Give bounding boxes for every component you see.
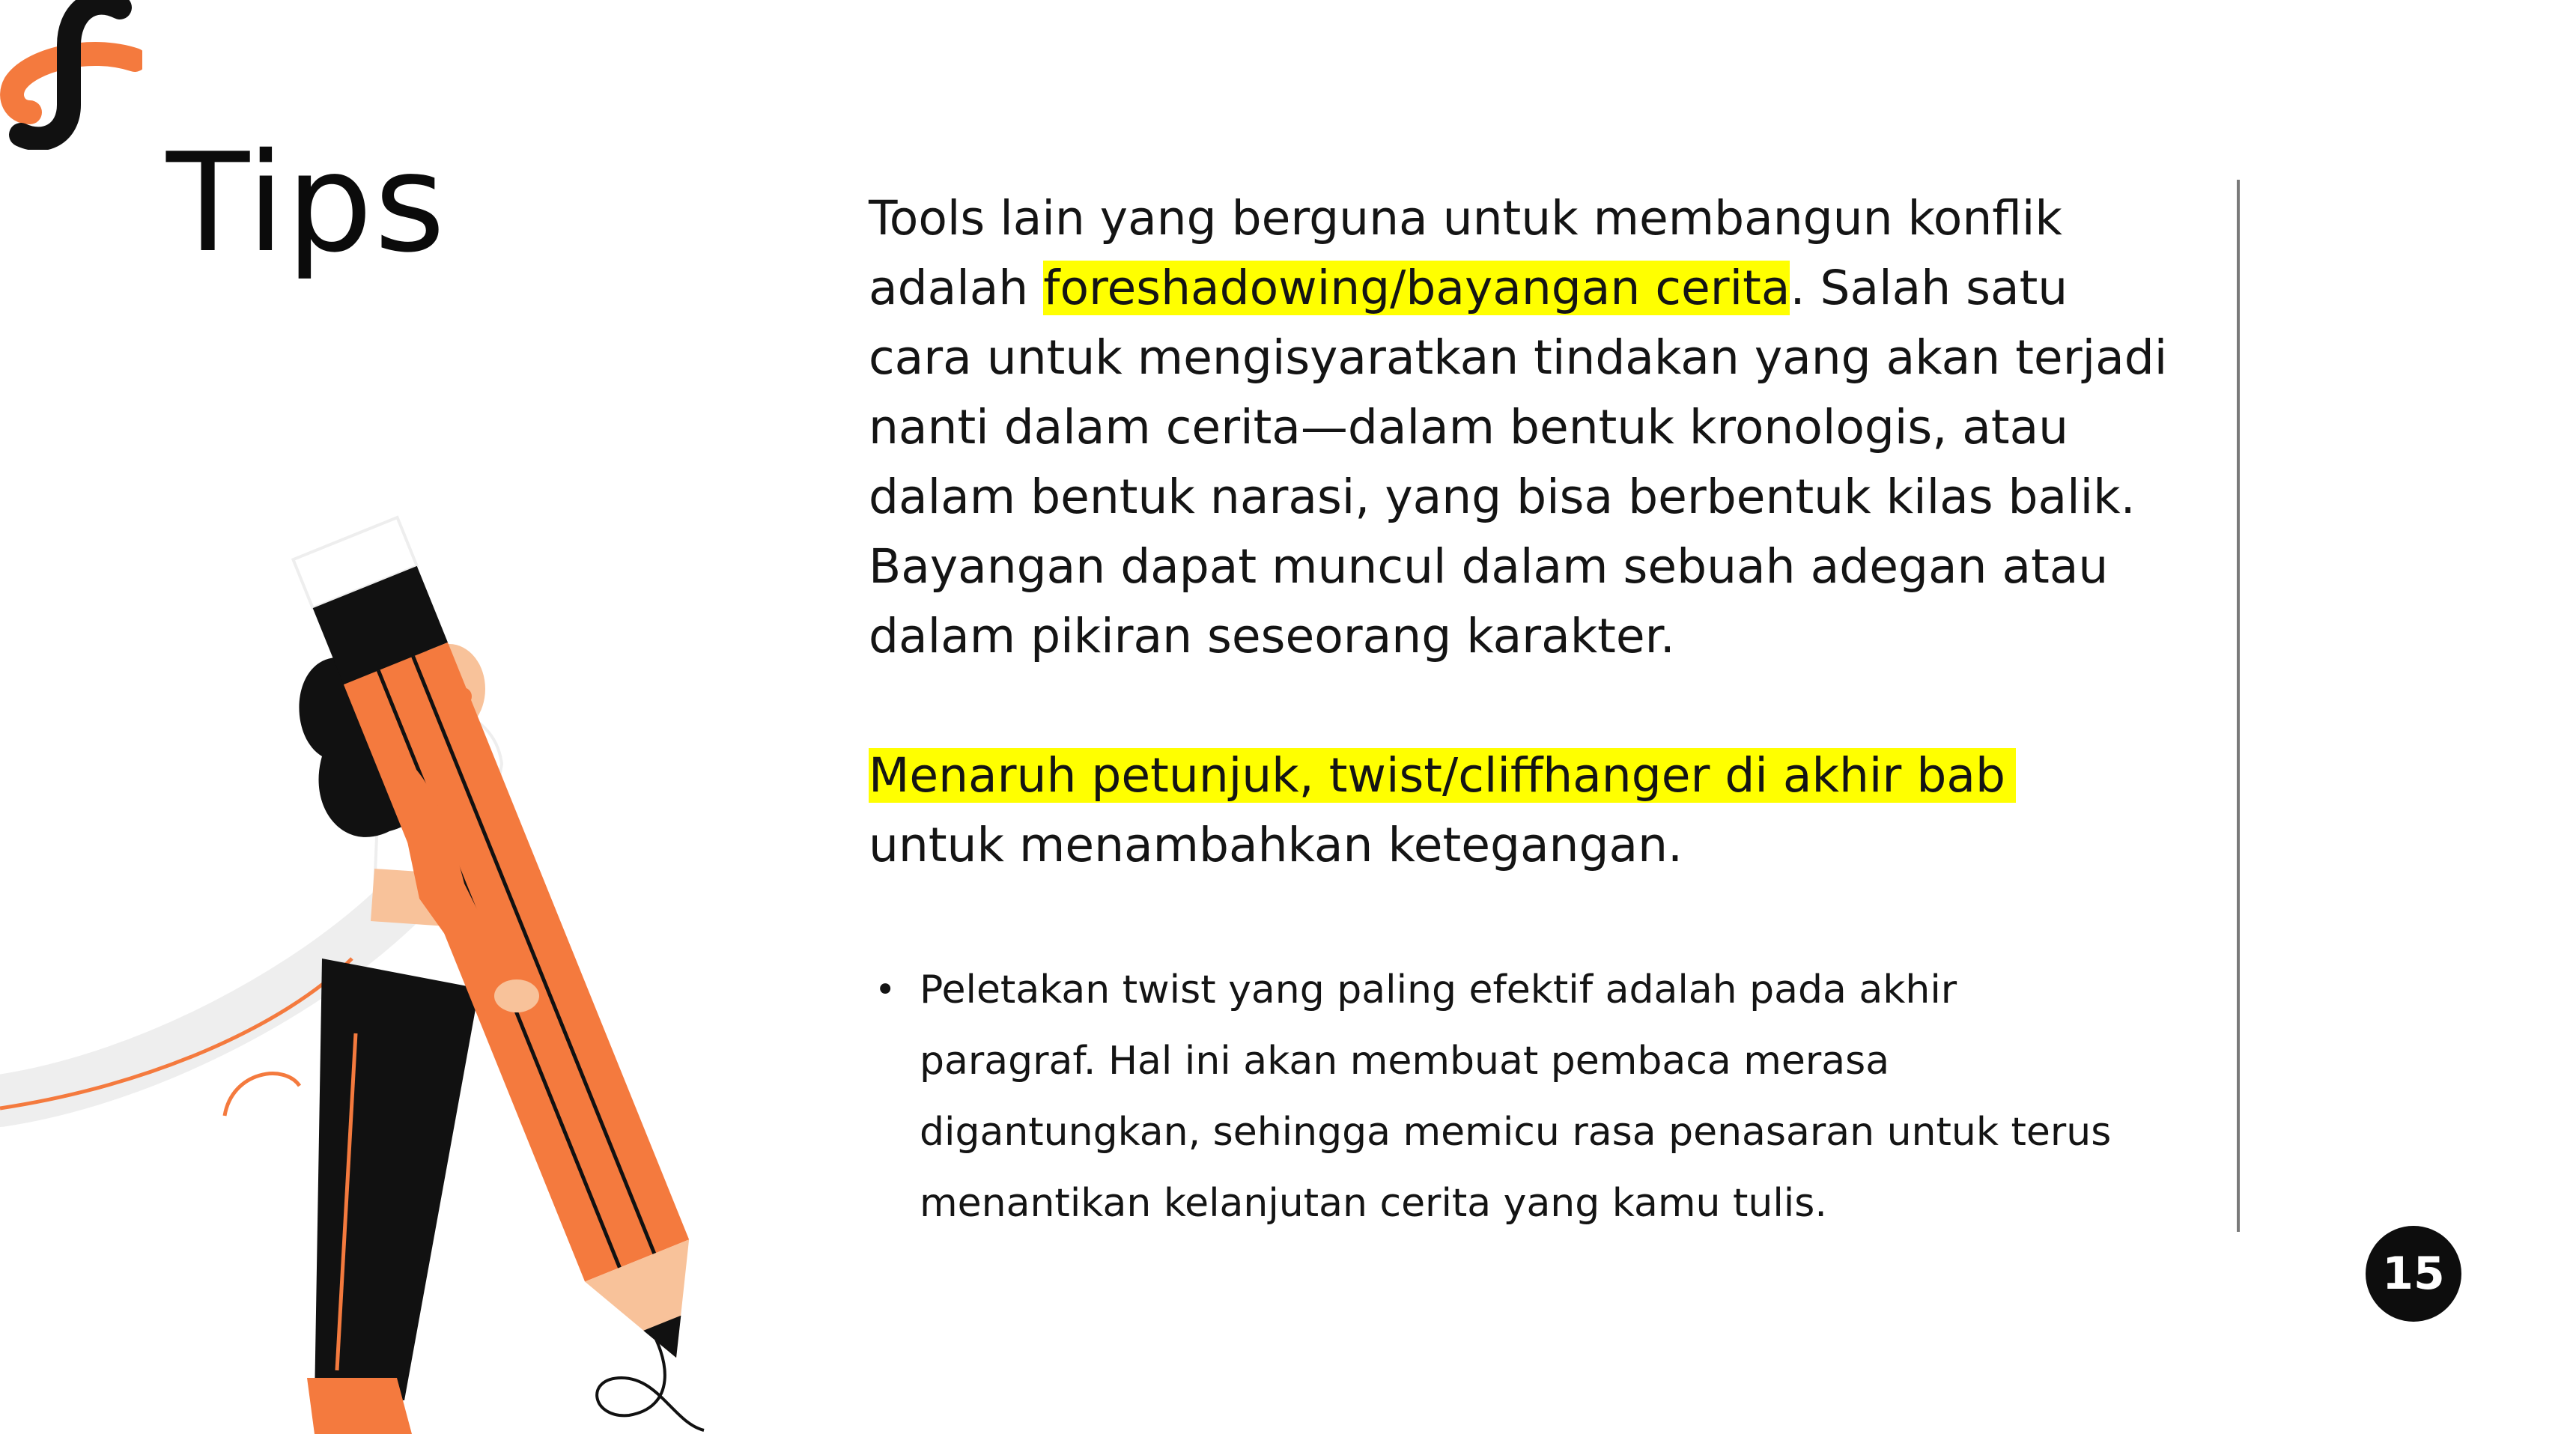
paragraph-cliffhanger xyxy=(869,741,2172,880)
vertical-divider xyxy=(2237,180,2240,1232)
paragraph-1-text-end: . Salah satu cara untuk mengisyaratkan tindakan yang akan terjadi nanti dalam cerita—dalam bentuk kronologis, atau dalam bentuk narasi, yang bisa berbentuk kilas balik. Bayangan dapat muncul dalam sebuah adegan atau dalam pikiran seseorang karakter. xyxy=(869,261,2168,663)
paragraph-foreshadowing xyxy=(869,183,2172,671)
content-area xyxy=(869,183,2172,1239)
highlighted-foreshadowing: foreshadowing/bayangan cerita xyxy=(1043,261,1790,315)
bullet-text: Peletakan twist yang paling efektif adalah pada akhir paragraf. Hal ini akan membuat pembaca merasa digantungkan, sehingga memicu rasa penasaran untuk terus menantikan kelanjutan cerita yang kamu tulis. xyxy=(920,967,2112,1226)
woman-with-pencil-illustration xyxy=(0,509,764,1449)
bullet-list xyxy=(869,955,2172,1239)
page-number-badge: 15 xyxy=(2366,1226,2461,1322)
slide-title: Tips xyxy=(166,124,447,282)
bullet-item xyxy=(869,955,2133,1239)
paragraph-2-rest: untuk menambahkan ketegangan. xyxy=(869,818,1683,872)
bullet-marker: • xyxy=(875,969,896,1011)
paragraph-1-text-start: Tools lain yang berguna untuk membangun konflik adalah xyxy=(869,191,2062,315)
highlighted-cliffhanger: Menaruh petunjuk, twist/cliffhanger di akhir bab xyxy=(869,748,2016,803)
brand-logo-icon xyxy=(0,0,142,150)
